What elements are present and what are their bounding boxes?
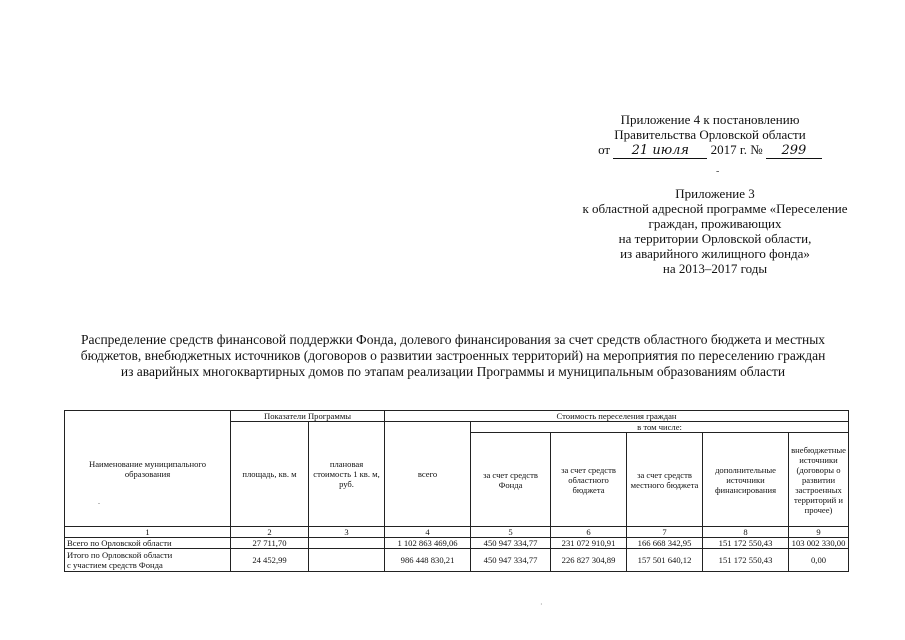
program-line-1: Приложение 3 [675,186,755,201]
header-including: в том числе: [471,422,849,433]
row-regional: 231 072 910,91 [551,538,627,549]
annex-line-2: Правительства Орловской области [614,127,806,142]
row-name-line-1: Итого по Орловской области [67,550,173,560]
header-resettlement-cost: Стоимость переселения граждан [385,411,849,422]
program-line-2: к областной адресной программе «Переселение [582,201,848,216]
funding-table [64,410,849,572]
row-total: 986 448 830,21 [385,549,471,572]
header-municipality: Наименование муниципального образования [65,411,231,527]
column-number: 9 [789,527,849,538]
title-line-1: Распределение средств финансовой поддержки Фонда, долевого финансирования за счет средств областного бюджета и местных [80,332,826,347]
title-line-2: бюджетов, внебюджетных источников (договоров о развитии застроенных территорий) на мероприятия по переселению граждан [80,348,826,363]
row-additional: 151 172 550,43 [703,549,789,572]
program-line-6: на 2013–2017 годы [662,261,768,276]
row-regional: 226 827 304,89 [551,549,627,572]
program-line-5: из аварийного жилищного фонда» [620,246,810,261]
header-row-1 [65,411,849,422]
table-row [65,549,849,572]
row-fund: 450 947 334,77 [471,549,551,572]
row-local: 166 668 342,95 [627,538,703,549]
year-text: 2017 г. № [710,142,763,157]
header-area: площадь, кв. м [231,422,309,527]
row-name: Всего по Орловской области [65,538,231,549]
column-number: 5 [471,527,551,538]
row-planned-cost [309,538,385,549]
document-title [62,332,844,380]
program-annex-header [555,186,875,276]
header-fund: за счет средств Фонда [471,433,551,527]
title-line-3: из аварийных многоквартирных домов по этапам реализации Программы и муниципальным образованиям области [120,364,786,379]
row-local: 157 501 640,12 [627,549,703,572]
row-area: 24 452,99 [231,549,309,572]
column-number-row [65,527,849,538]
dot-mark: . [98,497,100,506]
handwritten-date: 21 июля [613,143,707,159]
header-total: всего [385,422,471,527]
date-prefix: от [598,142,611,157]
handwritten-number: 299 [766,143,822,159]
annex-line-1: Приложение 4 к постановлению [620,112,800,127]
column-number: 8 [703,527,789,538]
column-number: 2 [231,527,309,538]
row-total: 1 102 863 469,06 [385,538,471,549]
column-number: 1 [65,527,231,538]
header-regional: за счет средств областного бюджета [551,433,627,527]
column-number: 4 [385,527,471,538]
row-area: 27 711,70 [231,538,309,549]
header-planned-cost: плановая стоимость 1 кв. м, руб. [309,422,385,527]
annex-date-line [560,142,860,159]
header-local: за счет средств местного бюджета [627,433,703,527]
header-program-indicators: Показатели Программы [231,411,385,422]
footer-mark: · [540,600,543,609]
row-additional: 151 172 550,43 [703,538,789,549]
program-line-4: на территории Орловской области, [618,231,812,246]
row-extrabudget: 0,00 [789,549,849,572]
row-planned-cost [309,549,385,572]
row-name-line-2: с участием средств Фонда [67,560,163,570]
dash-mark: - [716,166,720,177]
table-row [65,538,849,549]
header-additional: дополнительные источники финансирования [703,433,789,527]
column-number: 7 [627,527,703,538]
row-name [65,549,231,572]
column-number: 3 [309,527,385,538]
row-fund: 450 947 334,77 [471,538,551,549]
row-extrabudget: 103 002 330,00 [789,538,849,549]
program-line-3: граждан, проживающих [648,216,782,231]
column-number: 6 [551,527,627,538]
document-annex-header [560,112,860,159]
header-extrabudget: внебюджетные источники (договоры о развитии застроенных территорий и прочее) [789,433,849,527]
